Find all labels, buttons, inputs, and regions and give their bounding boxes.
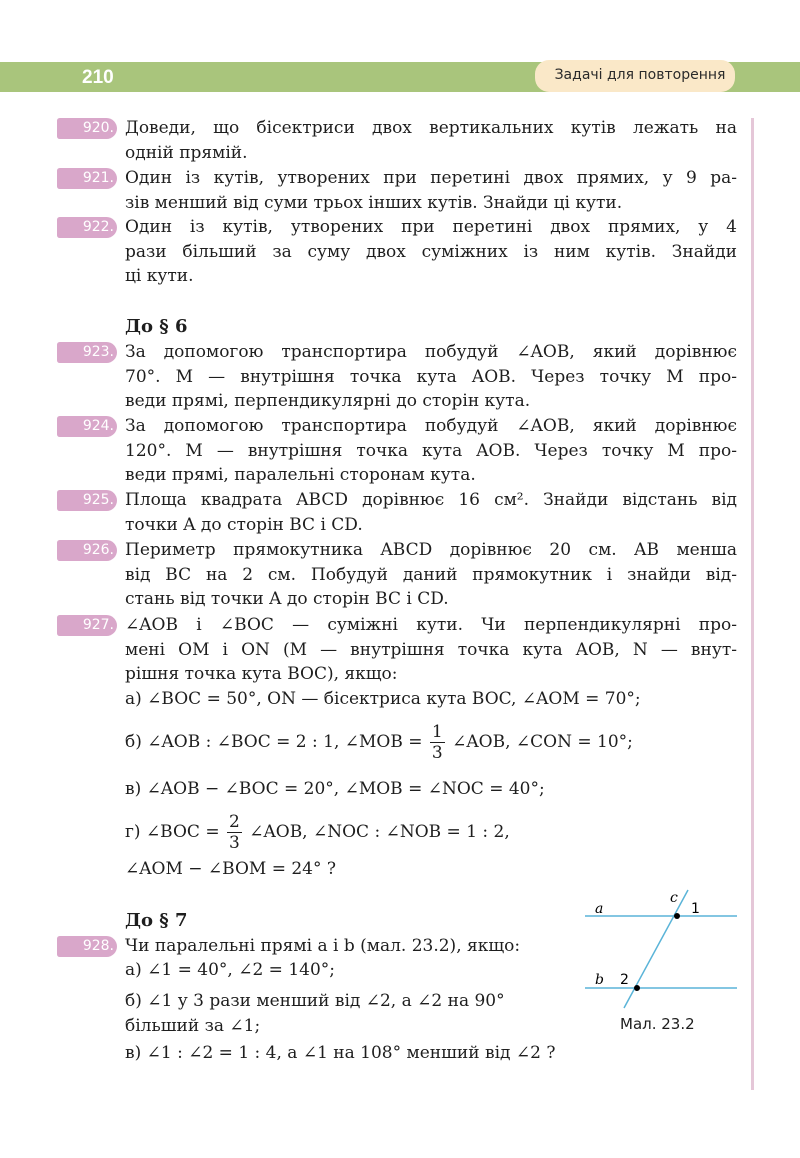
fraction-numerator: 1 [431,722,443,742]
task-925 [82,488,737,537]
task-924 [82,414,737,488]
task-923 [82,340,737,414]
task-number-badge: 921. [57,168,117,189]
option-text: ∠AOB, ∠CON = 10°; [452,732,633,752]
task-921 [82,166,737,215]
task-line: Один із кутів, утворених при перетині двох прямих, у 9 ра- [125,168,737,188]
task-line: Периметр прямокутника ABCD дорівнює 20 см. AB менша [125,540,737,560]
intersection-point-1 [674,913,680,919]
task-line: Чи паралельні прямі a і b (мал. 23.2), якщо: [125,936,521,956]
task-920 [82,116,737,165]
figure-23-2 [580,885,745,1015]
fraction-denominator: 3 [229,833,240,853]
margin-rule [751,118,754,1090]
label-b: b [595,972,604,988]
fraction [227,812,242,853]
fraction [430,722,445,763]
option-928-v: в) ∠1 : ∠2 = 1 : 4, а ∠1 на 108° менший від ∠2 ? [125,1043,556,1063]
option-928-b-cont: більший за ∠1; [125,1016,261,1036]
option-927-a: а) ∠BOC = 50°, ON — бісектриса кута BOC, ∠AOM = 70°; [125,689,641,709]
task-line: одній прямій. [125,142,248,163]
label-angle-1: 1 [691,901,700,917]
task-line: зів менший від суми трьох інших кутів. Знайди ці кути. [125,192,623,213]
task-line: За допомогою транспортира побудуй ∠AOB, який дорівнює [125,342,737,362]
task-line: рази більший за суму двох суміжних із ним кутів. Знайди [125,241,737,262]
task-926 [82,538,737,612]
section-title: Задачі для повторення [554,67,726,83]
task-line: Площа квадрата ABCD дорівнює 16 см². Знайди відстань від [125,490,737,510]
task-line: точки A до сторін BC і CD. [125,514,363,535]
figure-caption: Мал. 23.2 [620,1015,695,1033]
task-line: Доведи, що бісектриси двох вертикальних кутів лежать на [125,118,737,138]
option-text: г) ∠BOC = [125,822,220,842]
task-line: За допомогою транспортира побудуй ∠AOB, який дорівнює [125,416,737,436]
option-928-a: а) ∠1 = 40°, ∠2 = 140°; [125,960,336,980]
label-a: a [595,901,604,917]
task-number-badge: 928. [57,936,117,957]
task-line: мені OM і ON (M — внутрішня точка кута AOB, N — внут- [125,639,737,660]
task-number-badge: 925. [57,490,117,511]
task-line: ∠AOB і ∠BOC — суміжні кути. Чи перпендикулярні про- [125,615,737,635]
fraction-denominator: 3 [431,743,443,763]
task-line: від BC на 2 см. Побудуй даний прямокутник і знайди від- [125,564,737,585]
task-number-badge: 926. [57,540,117,561]
task-line: 120°. M — внутрішня точка кута AOB. Через точку M про- [125,440,737,461]
page-number: 210 [82,67,114,88]
option-927-v: в) ∠AOB − ∠BOC = 20°, ∠MOB = ∠NOC = 40°; [125,779,545,799]
task-number-badge: 922. [57,217,117,238]
task-line: веди прямі, паралельні сторонам кута. [125,465,476,486]
line-c [624,890,688,1008]
intersection-point-2 [634,985,640,991]
task-number-badge: 927. [57,615,117,636]
task-line: Один із кутів, утворених при перетині двох прямих, у 4 [125,217,737,237]
option-927-g-cont: ∠AOM − ∠BOM = 24° ? [125,859,337,879]
option-928-b: б) ∠1 у 3 рази менший від ∠2, а ∠2 на 90° [125,991,505,1011]
task-number-badge: 924. [57,416,117,437]
paragraph-heading-7: До § 7 [125,910,188,931]
task-927 [82,613,737,687]
option-927-b [125,722,633,763]
task-928 [82,934,565,959]
task-922 [82,215,737,289]
option-text: б) ∠AOB : ∠BOC = 2 : 1, ∠MOB = [125,732,423,752]
task-line: веди прямі, перпендикулярні до сторін кута. [125,391,531,412]
task-line: 70°. M — внутрішня точка кута AOB. Через точку M про- [125,366,737,387]
task-line: стань від точки A до сторін BC і CD. [125,589,449,610]
task-line: ці кути. [125,266,194,287]
fraction-numerator: 2 [229,812,240,832]
label-c: c [670,890,678,906]
paragraph-heading-6: До § 6 [125,316,188,337]
option-927-g [125,812,510,853]
option-text: ∠AOB, ∠NOC : ∠NOB = 1 : 2, [249,822,510,842]
task-number-badge: 923. [57,342,117,363]
label-angle-2: 2 [620,972,629,988]
task-number-badge: 920. [57,118,117,139]
task-line: рішня точка кута BOC), якщо: [125,664,398,685]
